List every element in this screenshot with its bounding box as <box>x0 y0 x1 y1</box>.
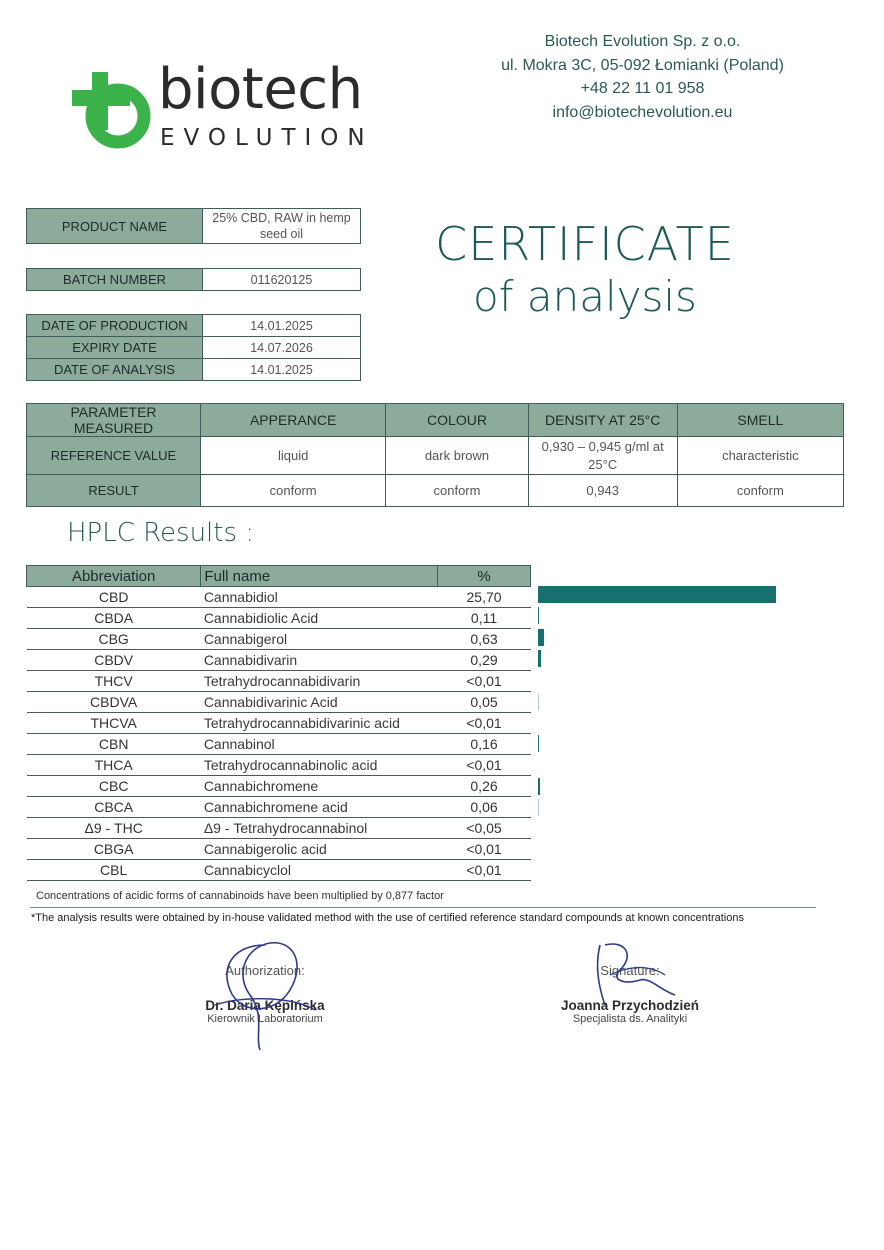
result-value: conform <box>386 475 528 507</box>
company-address: ul. Mokra 3C, 05-092 Łomianki (Poland) <box>501 56 784 74</box>
hplc-title: HPLC Results : <box>67 518 255 548</box>
company-name: Biotech Evolution Sp. z o.o. <box>544 33 741 50</box>
product-name-label: PRODUCT NAME <box>27 209 203 244</box>
reference-value: characteristic <box>677 437 843 475</box>
hplc-abbreviation: CBL <box>27 860 201 881</box>
hplc-abbreviation: THCVA <box>27 713 201 734</box>
hplc-abbreviation: CBDVA <box>27 692 201 713</box>
hplc-full-name: Cannabinol <box>201 734 438 755</box>
batch-label: BATCH NUMBER <box>27 269 203 291</box>
hplc-abbreviation: Δ9 - THC <box>27 818 201 839</box>
hplc-bar-cbg <box>538 629 544 646</box>
result-value: conform <box>201 475 386 507</box>
hplc-row <box>27 629 531 650</box>
acidic-forms-note: Concentrations of acidic forms of cannabinoids have been multiplied by 0,877 factor <box>36 890 444 902</box>
handwritten-signature-right <box>580 935 690 1015</box>
company-info <box>470 30 815 124</box>
signature-right-name: Joanna Przychodzień <box>560 998 700 1013</box>
certificate-title <box>380 218 790 324</box>
hplc-header-percent: % <box>438 566 531 587</box>
hplc-abbreviation: CBDV <box>27 650 201 671</box>
result-value: conform <box>677 475 843 507</box>
hplc-abbreviation: THCV <box>27 671 201 692</box>
logo-cross-icon <box>72 72 152 152</box>
hplc-full-name: Δ9 - Tetrahydrocannabinol <box>201 818 438 839</box>
hplc-bar-cbdva <box>538 693 539 710</box>
hplc-abbreviation: CBD <box>27 587 201 608</box>
hplc-percent: <0,01 <box>438 713 531 734</box>
hplc-row <box>27 671 531 692</box>
signature-left <box>170 935 360 1025</box>
hplc-percent: 0,11 <box>438 608 531 629</box>
signature-left-title: Authorization: <box>225 963 305 978</box>
param-header: DENSITY AT 25°C <box>528 404 677 437</box>
hplc-abbreviation: CBDA <box>27 608 201 629</box>
hplc-bar-cbca <box>538 799 539 816</box>
production-date-value: 14.01.2025 <box>203 315 361 337</box>
hplc-table-body <box>27 587 531 881</box>
company-phone: +48 22 11 01 958 <box>580 80 705 97</box>
hplc-row <box>27 776 531 797</box>
hplc-row <box>27 860 531 881</box>
product-name-table <box>26 208 361 244</box>
hplc-full-name: Cannabidiol <box>201 587 438 608</box>
expiry-date-value: 14.07.2026 <box>203 337 361 359</box>
batch-value: 011620125 <box>203 269 361 291</box>
analysis-date-value: 14.01.2025 <box>203 359 361 381</box>
hplc-full-name: Cannabichromene acid <box>201 797 438 818</box>
reference-label: REFERENCE VALUE <box>27 437 201 475</box>
hplc-percent: 0,29 <box>438 650 531 671</box>
hplc-row <box>27 650 531 671</box>
hplc-full-name: Cannabidivarin <box>201 650 438 671</box>
param-header: SMELL <box>677 404 843 437</box>
hplc-row <box>27 755 531 776</box>
hplc-header-full-name: Full name <box>201 566 438 587</box>
hplc-bar-cbn <box>538 735 539 752</box>
hplc-percent: 0,05 <box>438 692 531 713</box>
hplc-abbreviation: THCA <box>27 755 201 776</box>
production-date-label: DATE OF PRODUCTION <box>27 315 203 337</box>
hplc-full-name: Cannabichromene <box>201 776 438 797</box>
hplc-full-name: Cannabicyclol <box>201 860 438 881</box>
hplc-abbreviation: CBCA <box>27 797 201 818</box>
result-value: 0,943 <box>528 475 677 507</box>
analysis-date-label: DATE OF ANALYSIS <box>27 359 203 381</box>
hplc-row <box>27 797 531 818</box>
reference-value: 0,930 – 0,945 g/ml at 25°C <box>528 437 677 475</box>
signature-left-role: Kierownik Laboratorium <box>207 1013 323 1025</box>
hplc-percent: <0,05 <box>438 818 531 839</box>
hplc-row <box>27 713 531 734</box>
hplc-row <box>27 734 531 755</box>
param-header: PARAMETER MEASURED <box>27 404 201 437</box>
logo-subtitle: EVOLUTION <box>160 125 374 151</box>
hplc-full-name: Cannabigerol <box>201 629 438 650</box>
hplc-abbreviation: CBG <box>27 629 201 650</box>
hplc-full-name: Cannabidivarinic Acid <box>201 692 438 713</box>
hplc-bar-cbda <box>538 607 539 624</box>
hplc-full-name: Tetrahydrocannabidivarin <box>201 671 438 692</box>
hplc-row <box>27 692 531 713</box>
hplc-row <box>27 818 531 839</box>
handwritten-signature-left <box>195 935 335 1055</box>
hplc-percent: 0,26 <box>438 776 531 797</box>
hplc-percent: 0,06 <box>438 797 531 818</box>
hplc-full-name: Tetrahydrocannabinolic acid <box>201 755 438 776</box>
hplc-percent: 25,70 <box>438 587 531 608</box>
hplc-abbreviation: CBC <box>27 776 201 797</box>
expiry-date-label: EXPIRY DATE <box>27 337 203 359</box>
hplc-header-abbreviation: Abbreviation <box>27 566 201 587</box>
hplc-full-name: Cannabidiolic Acid <box>201 608 438 629</box>
dates-table <box>26 314 361 381</box>
hplc-abbreviation: CBGA <box>27 839 201 860</box>
signature-right <box>535 935 725 1025</box>
hplc-row <box>27 608 531 629</box>
reference-value: liquid <box>201 437 386 475</box>
hplc-bar-cbd <box>538 586 776 603</box>
hplc-percent: <0,01 <box>438 839 531 860</box>
divider <box>30 907 816 908</box>
analysis-footnote: *The analysis results were obtained by in-house validated method with the use of certified reference standard compounds at known concentrations <box>31 912 744 924</box>
hplc-percent: 0,16 <box>438 734 531 755</box>
product-name-value: 25% CBD, RAW in hemp seed oil <box>203 209 361 244</box>
certificate-title-line2: of analysis <box>473 272 697 321</box>
hplc-full-name: Tetrahydrocannabidivarinic acid <box>201 713 438 734</box>
signature-right-title: Signature: <box>600 963 660 978</box>
reference-value: dark brown <box>386 437 528 475</box>
hplc-percent: <0,01 <box>438 860 531 881</box>
hplc-full-name: Cannabigerolic acid <box>201 839 438 860</box>
parameters-table <box>26 403 844 507</box>
signature-left-name: Dr. Daria Kępińska <box>205 998 325 1013</box>
hplc-percent: 0,63 <box>438 629 531 650</box>
hplc-row <box>27 587 531 608</box>
param-header: COLOUR <box>386 404 528 437</box>
logo-wordmark: biotech <box>158 57 363 122</box>
signature-right-role: Specjalista ds. Analityki <box>572 1013 688 1025</box>
hplc-bar-cbdv <box>538 650 541 667</box>
hplc-abbreviation: CBN <box>27 734 201 755</box>
hplc-percent: <0,01 <box>438 671 531 692</box>
hplc-bar-cbc <box>538 778 540 795</box>
batch-table <box>26 268 361 291</box>
certificate-title-line1: CERTIFICATE <box>435 217 735 271</box>
company-email: info@biotechevolution.eu <box>552 103 733 121</box>
hplc-percent: <0,01 <box>438 755 531 776</box>
hplc-row <box>27 839 531 860</box>
param-header: APPERANCE <box>201 404 386 437</box>
hplc-table <box>26 565 531 881</box>
result-label: RESULT <box>27 475 201 507</box>
